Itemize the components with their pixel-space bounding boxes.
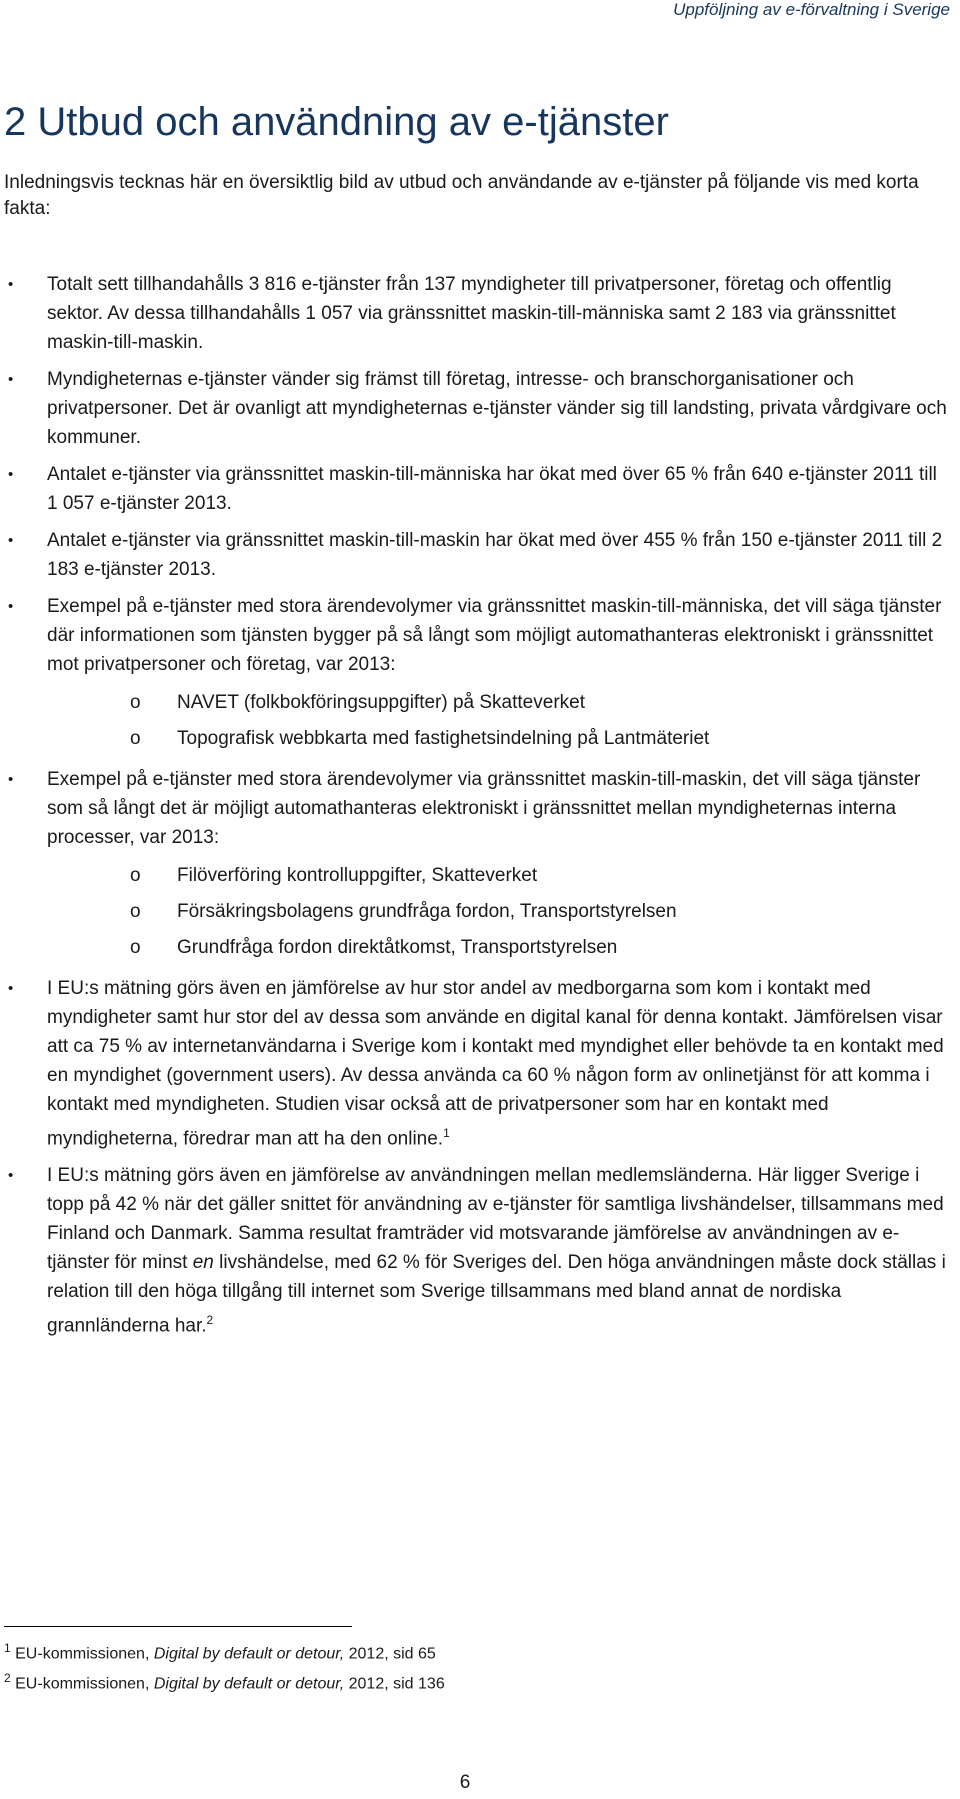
bullet-section [0, 270, 960, 1349]
page-number: 6 [459, 1772, 471, 1793]
bullet-text: Myndigheternas e-tjänster vänder sig främst till företag, intresse- och branschorganisationer och privatpersoner. Det är ovanligt att myndigheternas e-tjänster vänder sig till landsting, privata vårdgivare och kommuner. [47, 369, 947, 448]
sub-list [47, 685, 952, 757]
bullet-text: Totalt sett tillhandahålls 3 816 e-tjänster från 137 myndigheter till privatpersoner, företag och offentlig sektor. Av dessa tillhandahålls 1 057 via gränssnittet maskin-till-människa samt 2 183 via gränssnittet maskin-till-maskin. [47, 274, 896, 353]
bullet-icon: • [8, 771, 14, 788]
footnote-text: 2012, sid 136 [344, 1675, 445, 1693]
bullet-text: Exempel på e-tjänster med stora ärendevolymer via gränssnittet maskin-till-maskin, det vill säga tjänster som så långt det är möjligt automathanteras elektroniskt i gränssnittet mellan myndigheternas interna processer, var 2013: [47, 769, 921, 848]
sub-list-item [47, 930, 952, 966]
footnote-text: EU-kommissionen, [10, 1675, 154, 1693]
sub-item-text: Försäkringsbolagens grundfråga fordon, Transportstyrelsen [177, 901, 677, 922]
bullet-icon: • [8, 980, 14, 997]
list-item [0, 460, 952, 518]
sub-list-item [47, 721, 952, 757]
bullet-icon: • [8, 371, 14, 388]
sub-bullet-icon: o [130, 692, 141, 713]
bullet-text: Antalet e-tjänster via gränssnittet maskin-till-maskin har ökat med över 455 % från 150 e-tjänster 2011 till 2 183 e-tjänster 2013. [47, 530, 943, 580]
bullet-icon: • [8, 598, 14, 615]
footnote-text: 2012, sid 65 [344, 1645, 436, 1663]
footnote-title: Digital by default or detour, [153, 1645, 345, 1663]
footnote-number: 1 [4, 1641, 11, 1655]
bullet-text: I EU:s mätning görs även en jämförelse av hur stor andel av medborgarna som kom i kontakt med myndigheter samt hur stor del av dessa som använde en digital kanal för denna kontakt. Jämförelsen visar att ca 75 % av internetanvändarna i Sverige kom i kontakt med myndighet eller behövde ta en kontakt med en myndighet (government users). Av dessa använda ca 60 % någon form av onlinetjänst för att komma i kontakt med myndigheten. Studien visar också att de privatpersoner som har en kontakt med myndigheterna, föredrar man att ha den online. [47, 978, 944, 1150]
sub-bullet-icon: o [130, 728, 141, 749]
running-header: Uppföljning av e-förvaltning i Sverige [673, 0, 950, 19]
list-item [0, 365, 952, 452]
sub-list [47, 858, 952, 966]
sub-list-item [47, 858, 952, 894]
sub-item-text: Filöverföring kontrolluppgifter, Skatteverket [177, 865, 538, 886]
list-item [0, 974, 952, 1153]
sub-bullet-icon: o [130, 937, 141, 958]
footnote-ref[interactable]: 1 [443, 1126, 450, 1140]
list-item [0, 526, 952, 584]
footnote-ref[interactable]: 2 [206, 1313, 214, 1328]
bullet-icon: • [8, 1167, 14, 1185]
list-item [0, 270, 952, 357]
sub-list-item [47, 685, 952, 721]
sub-item-text: Topografisk webbkarta med fastighetsindelning på Lantmäteriet [177, 728, 710, 749]
footnote [4, 1636, 445, 1666]
footnote-divider [4, 1626, 352, 1627]
sub-list-item [47, 894, 952, 930]
footnote-title: Digital by default or detour, [153, 1675, 345, 1693]
sub-bullet-icon: o [130, 865, 141, 886]
sub-item-text: Grundfråga fordon direktåtkomst, Transportstyrelsen [177, 937, 618, 958]
footnote [4, 1666, 445, 1696]
footnote-text: EU-kommissionen, [10, 1645, 154, 1663]
list-item [0, 765, 952, 966]
list-item [0, 1161, 952, 1340]
list-item [0, 592, 952, 757]
footnotes [4, 1636, 445, 1697]
intro-paragraph: Inledningsvis tecknas här en översiktlig bild av utbud och användande av e-tjänster på följande vis med korta fakta: [4, 172, 919, 219]
bullet-text: Exempel på e-tjänster med stora ärendevolymer via gränssnittet maskin-till-människa, det vill säga tjänster där informationen som tjänsten bygger på så långt som möjligt automathanteras elektroniskt i gränssnittet mot privatpersoner och företag, var 2013: [47, 596, 942, 675]
sub-bullet-icon: o [130, 901, 141, 922]
bullet-list [0, 270, 960, 1341]
sub-item-text: NAVET (folkbokföringsuppgifter) på Skatteverket [177, 692, 585, 713]
bullet-icon: • [8, 276, 14, 293]
bullet-icon: • [8, 466, 14, 483]
section-title: 2 Utbud och användning av e-tjänster [4, 100, 669, 144]
bullet-text: Antalet e-tjänster via gränssnittet maskin-till-människa har ökat med över 65 % från 640 e-tjänster 2011 till 1 057 e-tjänster 2013. [47, 464, 937, 514]
bullet-icon: • [8, 532, 14, 549]
emphasis-text: en [192, 1252, 214, 1274]
bullet-text: I EU:s mätning görs även en jämförelse av användningen mellan medlemsländerna. Här ligger Sverige i topp på 42 % när det gäller snittet för användning av e-tjänster för samtliga livshändelser, tillsammans med Finland och Danmark. Samma resultat framträder vid motsvarande jämförelse av användningen av e-tjänster för minst [47, 1165, 944, 1274]
bullet-text: livshändelse, med 62 % för Sveriges del. Den höga användningen måste dock ställas i relation till den höga tillgång till internet som Sverige tillsammans med bland annat de nordiska grannländerna har. [47, 1252, 946, 1337]
footnote-number: 2 [4, 1671, 11, 1686]
